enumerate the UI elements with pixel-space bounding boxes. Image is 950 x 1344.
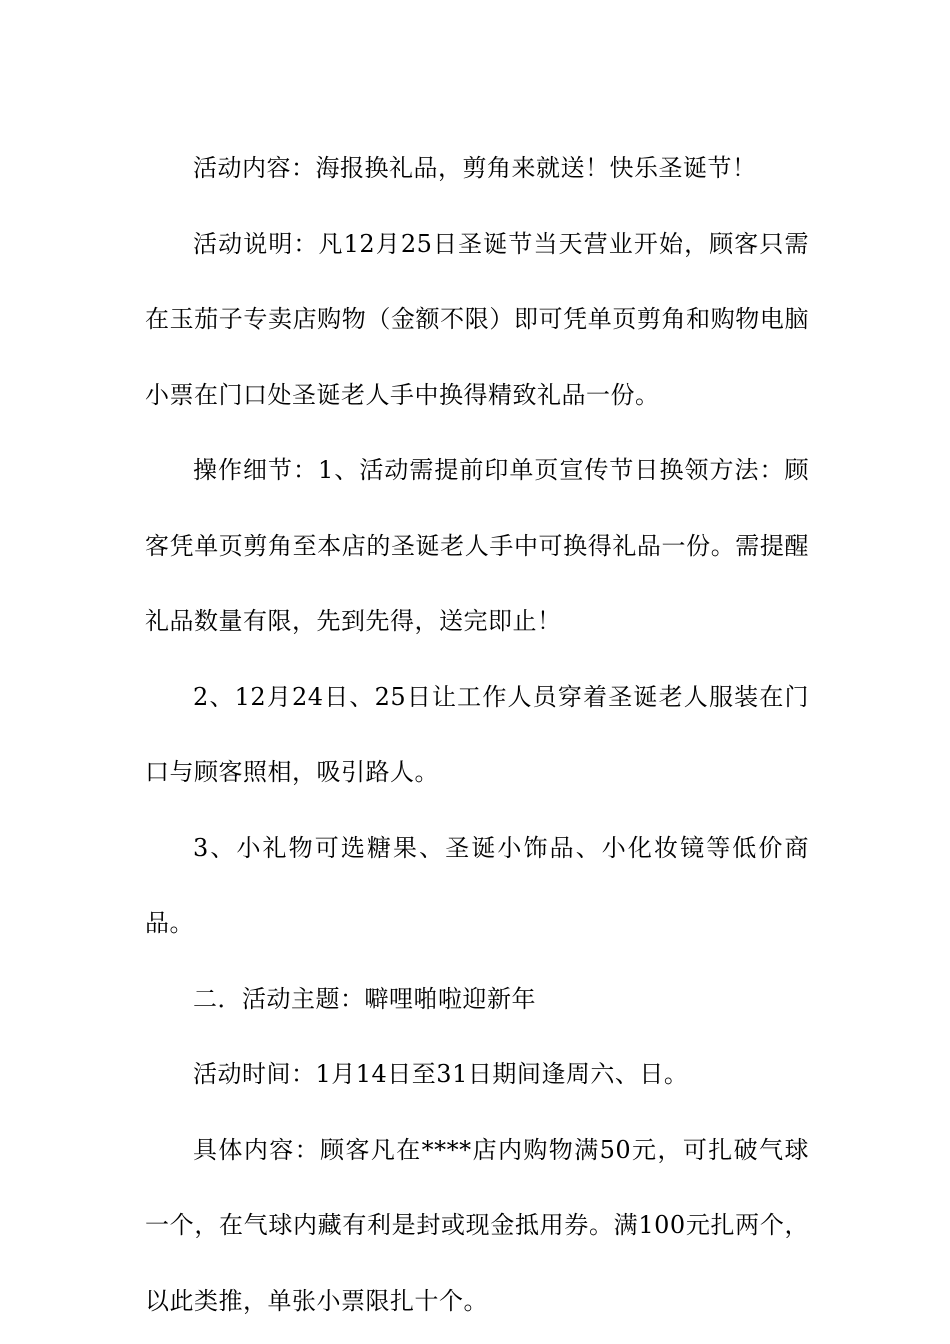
paragraph-specific-content: 具体内容：顾客凡在****店内购物满50元，可扎破气球一个，在气球内藏有利是封或现金抵用券。满100元扎两个，以此类推，单张小票限扎十个。 (145, 1135, 809, 1315)
paragraph-operation-details: 操作细节：1、活动需提前印单页宣传节日换领方法：顾客凭单页剪角至本店的圣诞老人手中可换得礼品一份。需提醒礼品数量有限，先到先得，送完即止！ (145, 456, 809, 635)
paragraph-activity-content: 活动内容：海报换礼品，剪角来就送！快乐圣诞节！ (193, 154, 757, 182)
paragraph-item-3: 3、小礼物可选糖果、圣诞小饰品、小化妆镜等低价商品。 (145, 833, 809, 937)
section-heading-theme: 二．活动主题：噼哩啪啦迎新年 (193, 984, 536, 1013)
paragraph-activity-time: 活动时间：1月14日至31日期间逢周六、日。 (193, 1060, 689, 1088)
paragraph-item-2: 2、12月24日、25日让工作人员穿着圣诞老人服装在门口与顾客照相，吸引路人。 (145, 682, 809, 786)
document-body (145, 131, 809, 1339)
paragraph-activity-description: 活动说明：凡12月25日圣诞节当天营业开始，顾客只需在玉茄子专卖店购物（金额不限）即可凭单页剪角和购物电脑小票在门口处圣诞老人手中换得精致礼品一份。 (145, 229, 809, 409)
